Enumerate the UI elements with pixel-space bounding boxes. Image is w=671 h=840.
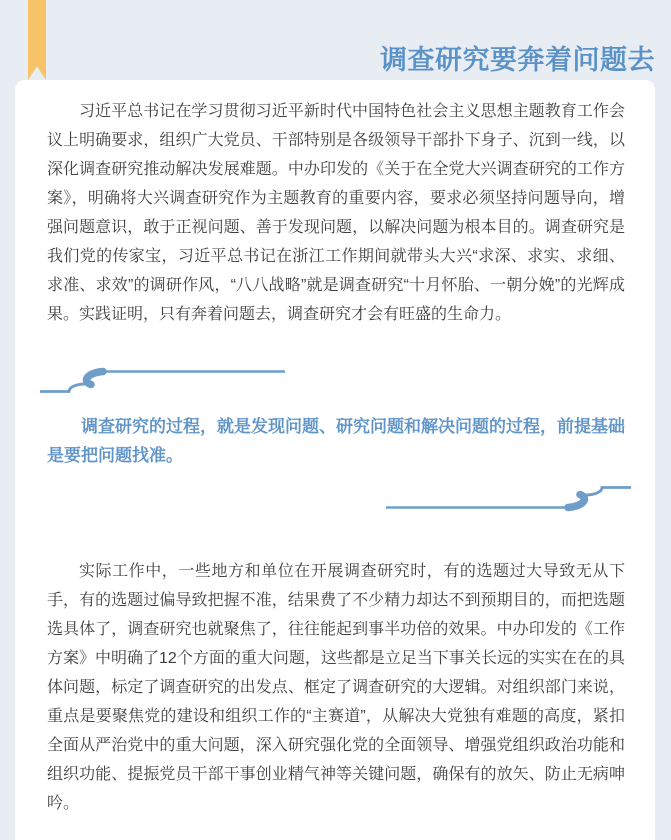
page-title: 调查研究要奔着问题去 [380, 45, 655, 76]
article-paragraph: 实际工作中，一些地方和单位在开展调查研究时，有的选题过大导致无从下手，有的选题过偏导致把握不准，结果费了不少精力却达不到预期目的，而把选题选具体了，调查研究也就聚焦了，往往能起到事半功倍的效果。中办印发的《工作方案》中明确了12个方面的重大问题，这些都是立足当下事关长远的实实在在的具体问题，标定了调查研究的出发点、框定了调查研究的大逻辑。对组织部门来说，重点是要聚焦党的建设和组织工作的“主赛道”，从解决大党独有难题的高度，紧扣全面从严治党中的重大问题，深入研究强化党的全面领导、增强党组织政治功能和组织功能、提振党员干部干事创业精气神等关键问题，确保有的放矢、防止无病呻吟。 [47, 563, 625, 812]
bookmark-ribbon-icon [28, 0, 46, 80]
quote-scroll-bottom-row [47, 482, 625, 519]
article-paragraph: 习近平总书记在学习贯彻习近平新时代中国特色社会主义思想主题教育工作会议上明确要求，组织广大党员、干部特别是各级领导干部扑下身子、沉到一线，以深化调查研究推动解决发展难题。中办印发的《关于在全党大兴调查研究的工作方案》，明确将大兴调查研究作为主题教育的重要内容，要求必须坚持问题导向，增强问题意识，敢于正视问题、善于发现问题，以解决问题为根本目的。调查研究是我们党的传家宝，习近平总书记在浙江工作期间就带头大兴“求深、求实、求细、求准、求效”的调研作风，“八八战略”就是调查研究“十月怀胎、一朝分娩”的光辉成果。实践证明，只有奔着问题去，调查研究才会有旺盛的生命力。 [47, 103, 625, 323]
quote-scroll-top-icon [37, 365, 285, 397]
article-card [15, 80, 655, 840]
pull-quote-text: 调查研究的过程，就是发现问题、研究问题和解决问题的过程，前提基础是要把问题找准。 [47, 417, 625, 465]
quote-scroll-bottom-icon [386, 482, 634, 514]
